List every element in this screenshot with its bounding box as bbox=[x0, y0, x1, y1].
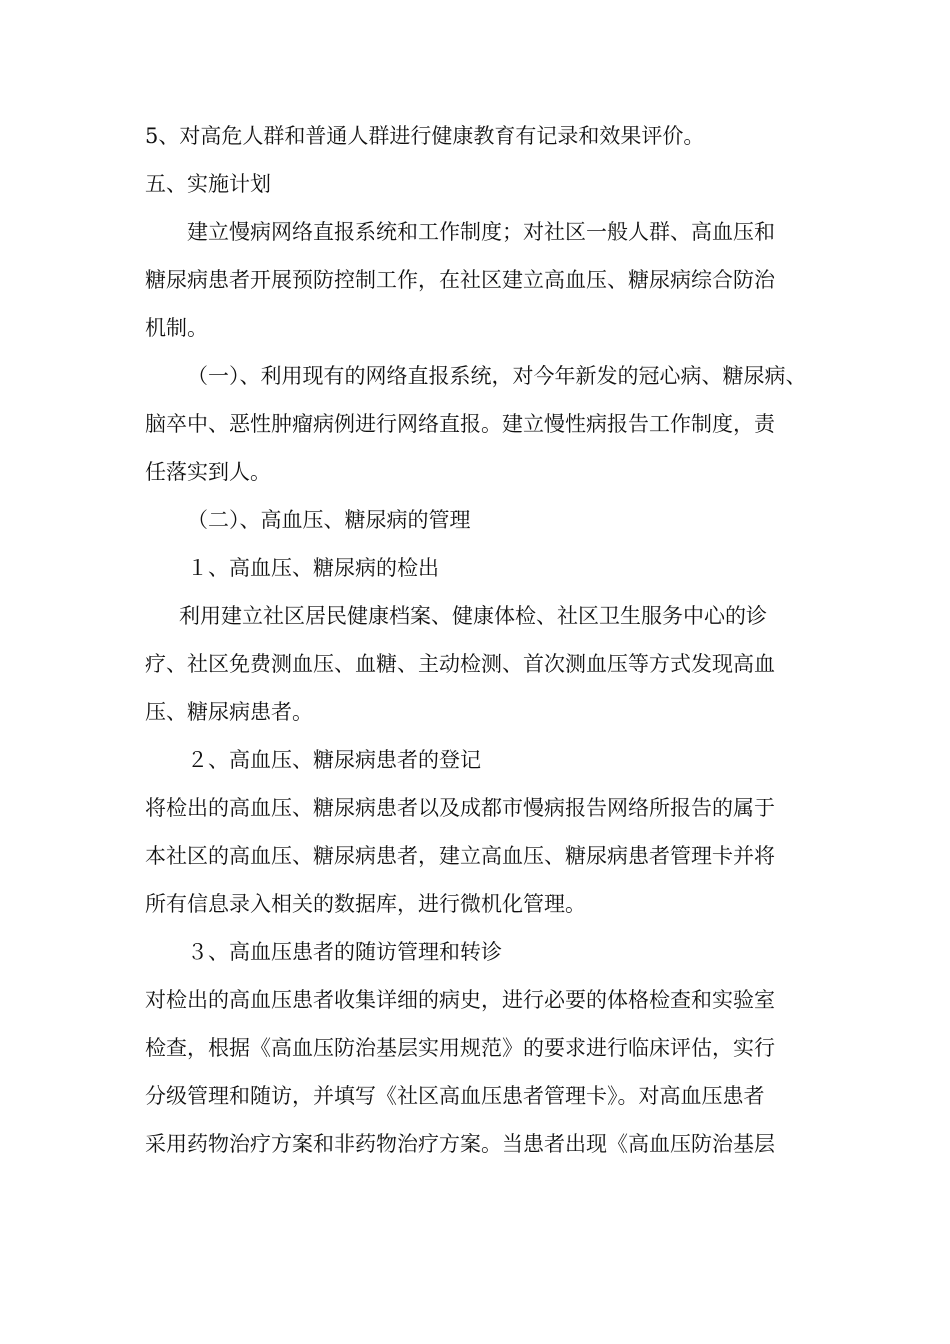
paragraph-line: （一）、利用现有的网络直报系统，对今年新发的冠心病、糖尿病、 bbox=[187, 364, 807, 388]
paragraph-line: 采用药物治疗方案和非药物治疗方案。当患者出现《高血压防治基层 bbox=[145, 1132, 775, 1156]
paragraph-line: 机制。 bbox=[145, 316, 208, 340]
paragraph-line: 对检出的高血压患者收集详细的病史，进行必要的体格检查和实验室 bbox=[145, 988, 775, 1012]
paragraph-line: 任落实到人。 bbox=[145, 460, 271, 484]
subsection-heading: （二）、高血压、糖尿病的管理 bbox=[187, 508, 471, 532]
paragraph-line: 利用建立社区居民健康档案、健康体检、社区卫生服务中心的诊 bbox=[179, 604, 767, 628]
paragraph-line: 糖尿病患者开展预防控制工作，在社区建立高血压、糖尿病综合防治 bbox=[145, 268, 775, 292]
subsection-heading: ３、高血压患者的随访管理和转诊 bbox=[187, 940, 502, 964]
paragraph-line: 疗、社区免费测血压、血糖、主动检测、首次测血压等方式发现高血 bbox=[145, 652, 775, 676]
subsection-heading: １、高血压、糖尿病的检出 bbox=[187, 556, 439, 580]
paragraph-line: 所有信息录入相关的数据库，进行微机化管理。 bbox=[145, 892, 586, 916]
paragraph-line: 将检出的高血压、糖尿病患者以及成都市慢病报告网络所报告的属于 bbox=[145, 796, 775, 820]
subsection-heading: ２、高血压、糖尿病患者的登记 bbox=[187, 748, 481, 772]
paragraph-line: 分级管理和随访，并填写《社区高血压患者管理卡》。对高血压患者 bbox=[145, 1084, 765, 1108]
section-heading-implementation-plan: 五、实施计划 bbox=[145, 172, 271, 196]
paragraph-line: 本社区的高血压、糖尿病患者，建立高血压、糖尿病患者管理卡并将 bbox=[145, 844, 775, 868]
paragraph-line: 检查，根据《高血压防治基层实用规范》的要求进行临床评估，实行 bbox=[145, 1036, 775, 1060]
document-body bbox=[145, 112, 810, 1168]
paragraph-item-5: 5、对高危人群和普通人群进行健康教育有记录和效果评价。 bbox=[145, 124, 705, 148]
paragraph-line: 建立慢病网络直报系统和工作制度；对社区一般人群、高血压和 bbox=[187, 220, 775, 244]
paragraph-line: 压、糖尿病患者。 bbox=[145, 700, 313, 724]
paragraph-line: 脑卒中、恶性肿瘤病例进行网络直报。建立慢性病报告工作制度，责 bbox=[145, 412, 775, 436]
